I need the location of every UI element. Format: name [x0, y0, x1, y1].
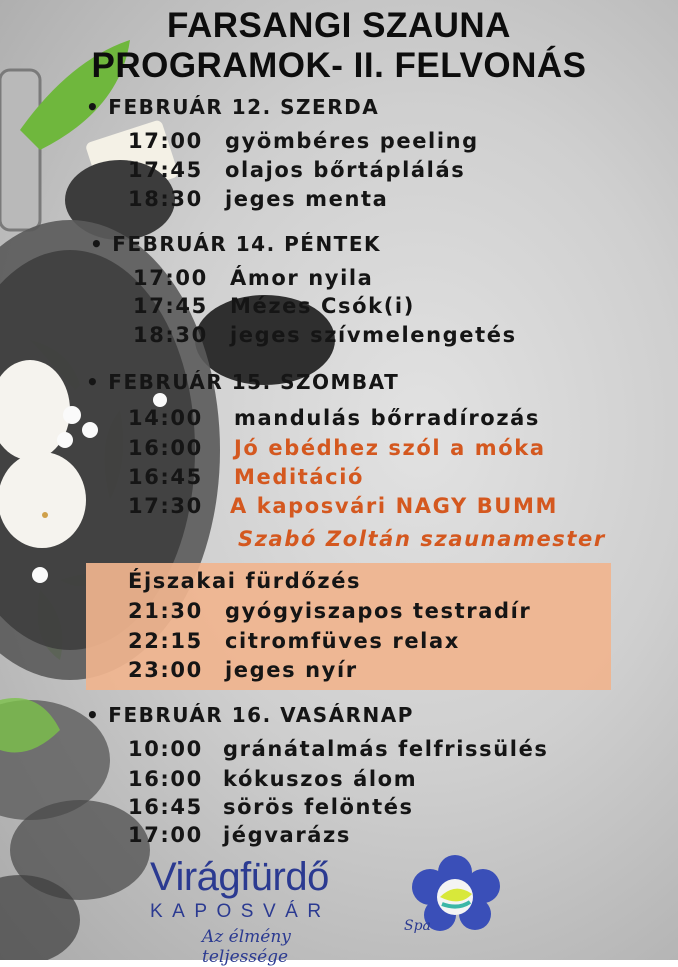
program-row — [133, 266, 373, 290]
flower-shape — [32, 567, 48, 583]
candle-shape — [0, 452, 86, 548]
program-time: 17:30 — [128, 494, 203, 518]
viragfurdo-logo — [150, 855, 380, 967]
program-time: 10:00 — [128, 737, 203, 761]
program-row — [128, 629, 460, 653]
program-label: Ámor nyila — [230, 266, 374, 290]
day-heading-feb-14 — [90, 232, 381, 256]
spa-text: Spa — [404, 918, 431, 934]
program-label: jeges menta — [225, 187, 389, 211]
program-label: mandulás bőrradírozás — [234, 406, 541, 430]
program-label: sörös felöntés — [223, 795, 414, 819]
program-label: olajos bőrtáplálás — [225, 158, 466, 182]
program-row — [128, 767, 417, 791]
day-heading-text: FEBRUÁR 15. SZOMBAT — [108, 370, 400, 394]
program-time: 16:00 — [128, 436, 203, 460]
program-row — [133, 323, 517, 347]
night-heading: Éjszakai fürdőzés — [128, 569, 362, 593]
program-label: citromfüves relax — [225, 629, 460, 653]
program-row — [128, 795, 414, 819]
candle-wick-shape — [42, 512, 48, 518]
flower-shape — [153, 393, 167, 407]
program-label: gránátalmás felfrissülés — [223, 737, 549, 761]
program-time: 17:00 — [133, 266, 208, 290]
day-heading-feb-12 — [86, 95, 379, 119]
day-heading-feb-15 — [86, 370, 399, 394]
program-row — [128, 737, 549, 761]
program-row — [128, 494, 558, 518]
day-heading-text: FEBRUÁR 14. PÉNTEK — [112, 232, 381, 256]
flower-shape — [82, 422, 98, 438]
program-time: 21:30 — [128, 599, 203, 623]
program-label: Mézes Csók(i) — [230, 294, 415, 318]
program-row — [133, 294, 415, 318]
program-row — [128, 823, 351, 847]
program-time: 16:00 — [128, 767, 203, 791]
program-row — [128, 187, 388, 211]
program-time: 23:00 — [128, 658, 203, 682]
jar-shape — [0, 70, 40, 230]
logo-tagline: Az élmény teljessége — [202, 927, 291, 967]
program-time: 17:45 — [128, 158, 203, 182]
bullet: • — [86, 703, 101, 727]
program-label: Jó ebédhez szól a móka — [234, 436, 546, 460]
program-time: 16:45 — [128, 795, 203, 819]
program-row — [128, 599, 531, 623]
day-heading-text: FEBRUÁR 16. VASÁRNAP — [108, 703, 414, 727]
program-row — [128, 158, 465, 182]
program-label: gyógyiszapos testradír — [225, 599, 532, 623]
page-title-line-2: PROGRAMOK- II. FELVONÁS — [91, 46, 587, 85]
program-row — [128, 406, 540, 430]
program-time: 22:15 — [128, 629, 203, 653]
program-label: jeges szívmelengetés — [230, 323, 517, 347]
page-title-line-1: FARSANGI SZAUNA — [167, 6, 511, 45]
logo-city: KAPOSVÁR — [150, 901, 331, 922]
program-time: 18:30 — [128, 187, 203, 211]
program-row — [128, 129, 479, 153]
program-time: 17:00 — [128, 823, 203, 847]
program-label: jégvarázs — [223, 823, 351, 847]
program-row — [128, 658, 358, 682]
program-time: 17:00 — [128, 129, 203, 153]
day-heading-text: FEBRUÁR 12. SZERDA — [108, 95, 380, 119]
flower-shape — [63, 406, 81, 424]
bullet: • — [86, 370, 101, 394]
program-label: A kaposvári NAGY BUMM — [230, 494, 558, 518]
spa-flower-logo-icon — [400, 852, 515, 937]
program-row — [128, 436, 546, 460]
program-label: gyömbéres peeling — [225, 129, 479, 153]
program-label: Meditáció — [234, 465, 365, 489]
sauna-master-note: Szabó Zoltán szaunamester — [238, 527, 606, 551]
program-label: jeges nyír — [225, 658, 358, 682]
logo-name: Virágfürdő — [150, 855, 329, 899]
program-row — [128, 465, 364, 489]
program-time: 14:00 — [128, 406, 203, 430]
program-label: kókuszos álom — [223, 767, 418, 791]
bullet: • — [90, 232, 105, 256]
program-time: 18:30 — [133, 323, 208, 347]
flower-shape — [57, 432, 73, 448]
bullet: • — [86, 95, 101, 119]
day-heading-feb-16 — [86, 703, 414, 727]
program-time: 17:45 — [133, 294, 208, 318]
program-time: 16:45 — [128, 465, 203, 489]
